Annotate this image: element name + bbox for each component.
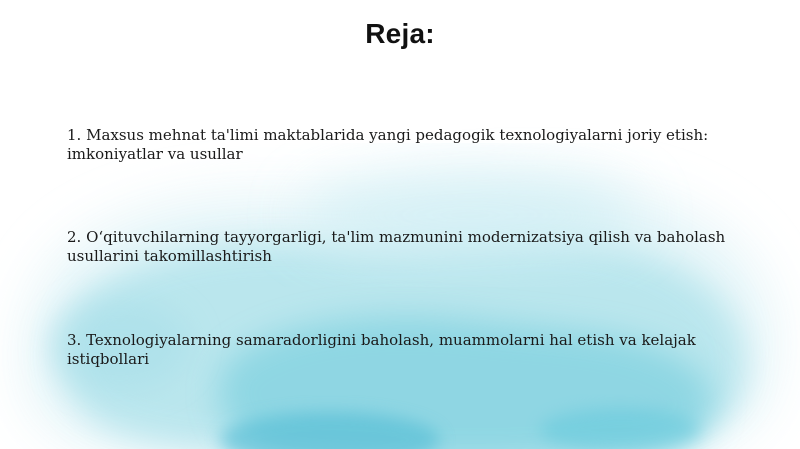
plan-item-text: O‘qituvchilarning tayyorgarligi, ta'lim mazmunini modernizatsiya qilish va baholash usullarini takomillashtirish <box>67 228 726 265</box>
slide-title: Reja: <box>365 18 435 49</box>
plan-item-3 <box>67 331 767 369</box>
plan-item-number: 2. <box>67 228 82 246</box>
plan-item-text: Texnologiyalarning samaradorligini baholash, muammolarni hal etish va kelajak istiqbollari <box>67 331 696 368</box>
plan-item-number: 3. <box>67 331 82 349</box>
plan-item-number: 1. <box>67 126 82 144</box>
plan-item-2 <box>67 228 767 266</box>
plan-item-text: Maxsus mehnat ta'limi maktablarida yangi pedagogik texnologiyalarni joriy etish: imkoniyatlar va usullar <box>67 126 709 163</box>
plan-item-1 <box>67 126 767 164</box>
